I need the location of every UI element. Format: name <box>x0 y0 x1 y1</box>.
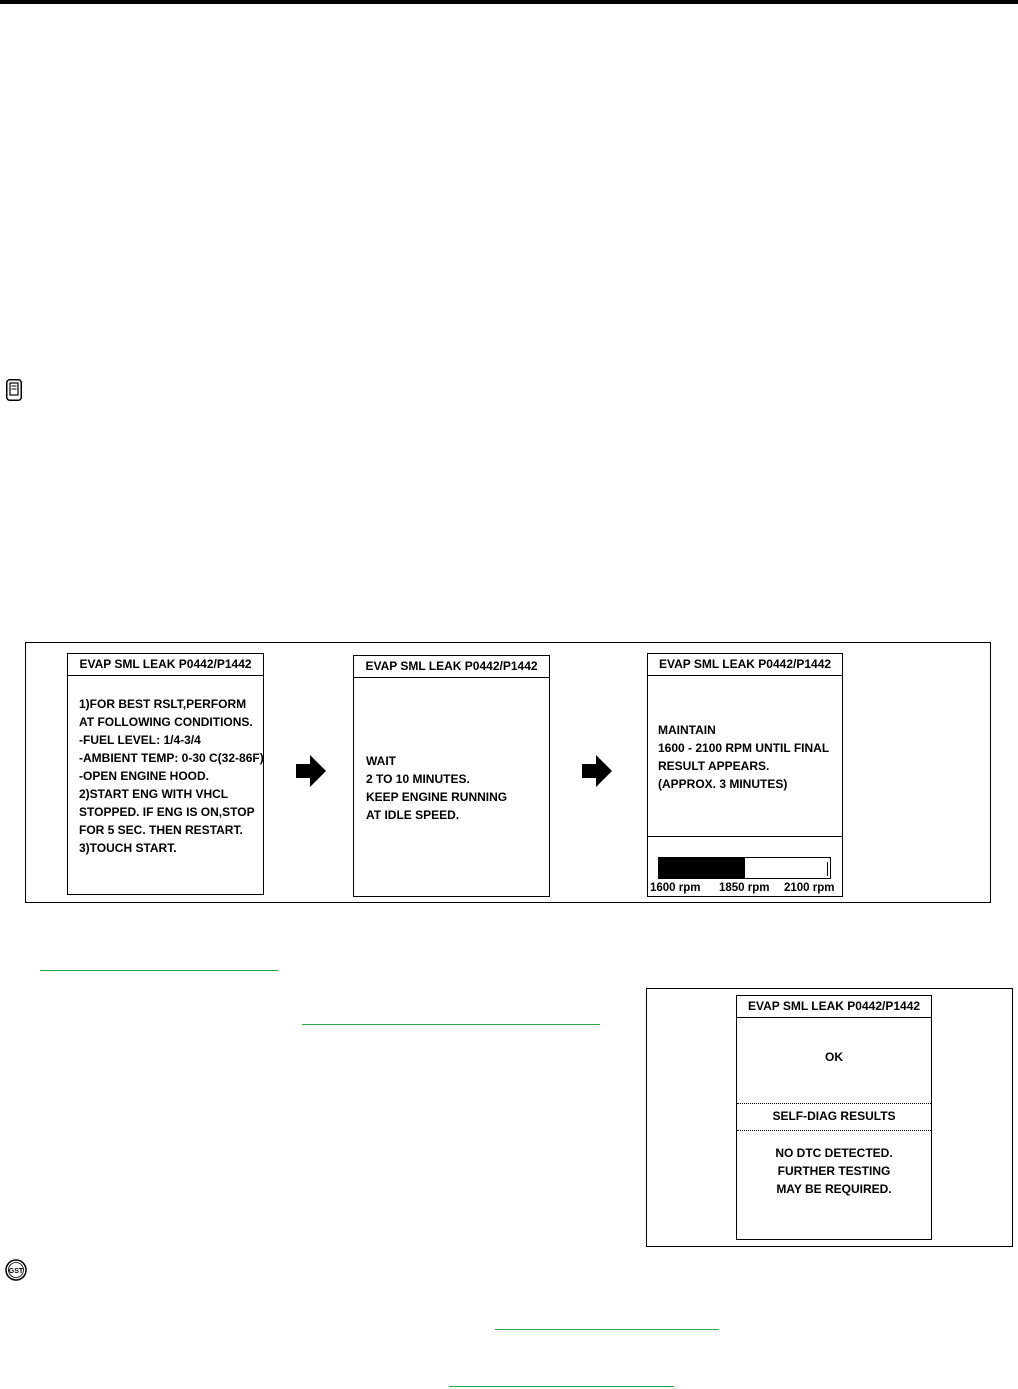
instruction-line: RESULT APPEARS. <box>658 759 770 773</box>
instruction-line: MAINTAIN <box>658 723 716 737</box>
result-line: NO DTC DETECTED. <box>775 1146 893 1160</box>
instruction-line: KEEP ENGINE RUNNING <box>366 790 508 804</box>
instruction-line: -FUEL LEVEL: 1/4-3/4 <box>79 733 201 747</box>
instruction-line: AT IDLE SPEED. <box>366 808 460 822</box>
arrow-right-icon <box>582 755 612 792</box>
instruction-line: FOR 5 SEC. THEN RESTART. <box>79 823 243 837</box>
instruction-line: 3)TOUCH START. <box>79 841 177 855</box>
consult-screen-2 <box>353 655 550 897</box>
screen-title: EVAP SML LEAK P0442/P1442 <box>648 654 842 676</box>
self-diag-label: SELF-DIAG RESULTS <box>772 1109 896 1123</box>
reference-link[interactable] <box>449 1386 674 1387</box>
procedure-figure <box>25 642 991 903</box>
instruction-line: 1600 - 2100 RPM UNTIL FINAL <box>658 741 830 755</box>
result-status: OK <box>825 1050 843 1064</box>
instruction-line: AT FOLLOWING CONDITIONS. <box>79 715 253 729</box>
consult-result-screen <box>736 995 932 1240</box>
screen-title: EVAP SML LEAK P0442/P1442 <box>354 656 549 678</box>
instruction-line: 2)START ENG WITH VHCL <box>79 787 229 801</box>
screen-title: EVAP SML LEAK P0442/P1442 <box>737 996 931 1018</box>
reference-link[interactable] <box>302 1024 600 1025</box>
instruction-line: 2 TO 10 MINUTES. <box>366 772 470 786</box>
rpm-bar <box>658 857 831 879</box>
header-rule <box>0 0 1018 4</box>
gst-icon <box>5 1259 27 1281</box>
screen-instructions <box>658 721 829 793</box>
consult-screen-1 <box>67 653 264 895</box>
screen-divider <box>737 1130 931 1131</box>
result-line: MAY BE REQUIRED. <box>776 1182 892 1196</box>
result-message <box>737 1144 931 1198</box>
result-figure <box>646 988 1013 1247</box>
reference-link[interactable] <box>495 1329 719 1330</box>
consult-screen-3 <box>647 653 843 897</box>
instruction-line: 1)FOR BEST RSLT,PERFORM <box>79 697 247 711</box>
instruction-line: -OPEN ENGINE HOOD. <box>79 769 210 783</box>
document-icon <box>6 379 22 401</box>
result-line: FURTHER TESTING <box>777 1164 891 1178</box>
rpm-mid-label: 1850 rpm <box>719 882 770 894</box>
reference-link[interactable] <box>40 970 278 971</box>
instruction-line: (APPROX. 3 MINUTES) <box>658 777 788 791</box>
arrow-right-icon <box>296 755 326 792</box>
screen-divider <box>648 836 842 837</box>
rpm-max-label: 2100 rpm <box>784 882 835 894</box>
instruction-line: WAIT <box>366 754 396 768</box>
gst-icon-label: GST <box>8 1268 24 1275</box>
rpm-bar-fill <box>659 858 745 878</box>
rpm-min-label: 1600 rpm <box>650 882 701 894</box>
instruction-line: STOPPED. IF ENG IS ON,STOP <box>79 805 255 819</box>
screen-instructions <box>366 752 507 824</box>
rpm-bar-inner-edge <box>827 862 828 876</box>
instruction-line: -AMBIENT TEMP: 0-30 C(32-86F) <box>79 751 264 765</box>
screen-instructions <box>79 695 264 857</box>
screen-title: EVAP SML LEAK P0442/P1442 <box>68 654 263 676</box>
